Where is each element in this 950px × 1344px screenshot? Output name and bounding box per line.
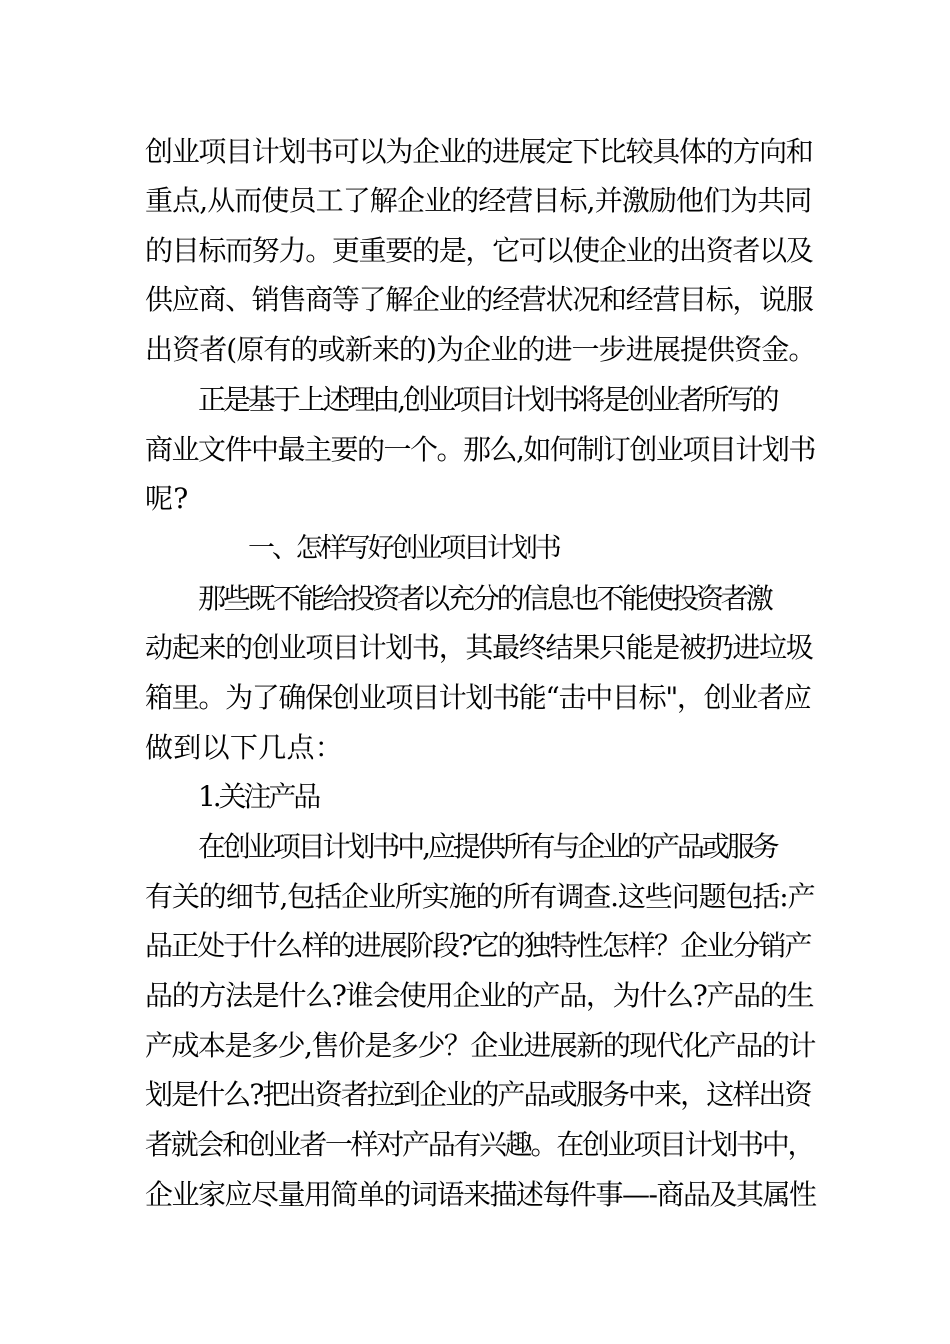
paragraph-line: 出资者(原有的或新来的)为企业的进一步进展提供资金。: [145, 333, 816, 366]
paragraph-line: 在创业项目计划书中,应提供所有与企业的产品或服务: [198, 830, 777, 863]
subsection-heading: 1.关注产品: [198, 780, 319, 813]
paragraph-line: 品的方法是什么?谁会使用企业的产品，为什么?产品的生: [145, 979, 814, 1012]
paragraph-line: 正是基于上述理由,创业项目计划书将是创业者所写的: [198, 383, 777, 416]
paragraph-line: 供应商、销售商等了解企业的经营状况和经营目标，说服: [145, 283, 813, 316]
paragraph-line: 箱里。为了确保创业项目计划书能“击中目标"，创业者应: [145, 681, 811, 714]
paragraph-line: 企业家应尽量用简单的词语来描述每件事—-商品及其属性: [145, 1178, 816, 1211]
paragraph-line: 品正处于什么样的进展阶段?它的独特性怎样？企业分销产: [145, 929, 811, 962]
section-heading: 一、怎样写好创业项目计划书: [248, 533, 559, 564]
paragraph-line: 创业项目计划书可以为企业的进展定下比较具体的方向和: [145, 135, 813, 168]
paragraph-line: 商业文件中最主要的一个。那么,如何制订创业项目计划书: [145, 433, 815, 466]
paragraph-line: 产成本是多少,售价是多少？企业进展新的现代化产品的计: [145, 1029, 815, 1062]
paragraph-line: 有关的细节,包括企业所实施的所有调查.这些问题包括:产: [145, 880, 815, 913]
paragraph-line: 动起来的创业项目计划书，其最终结果只能是被扔进垃圾: [145, 631, 813, 664]
paragraph-line: 那些既不能给投资者以充分的信息也不能使投资者激: [198, 582, 771, 615]
paragraph-line: 做到以下几点：: [145, 731, 344, 764]
paragraph-line: 重点,从而使员工了解企业的经营目标,并激励他们为共同: [145, 184, 812, 217]
paragraph-line: 者就会和创业者一样对产品有兴趣。在创业项目计划书中，: [145, 1128, 814, 1161]
paragraph-line: 的目标而努力。更重要的是，它可以使企业的出资者以及: [145, 234, 813, 267]
paragraph-line: 划是什么?把出资者拉到企业的产品或服务中来，这样出资: [145, 1078, 811, 1111]
paragraph-line: 呢?: [145, 482, 189, 515]
